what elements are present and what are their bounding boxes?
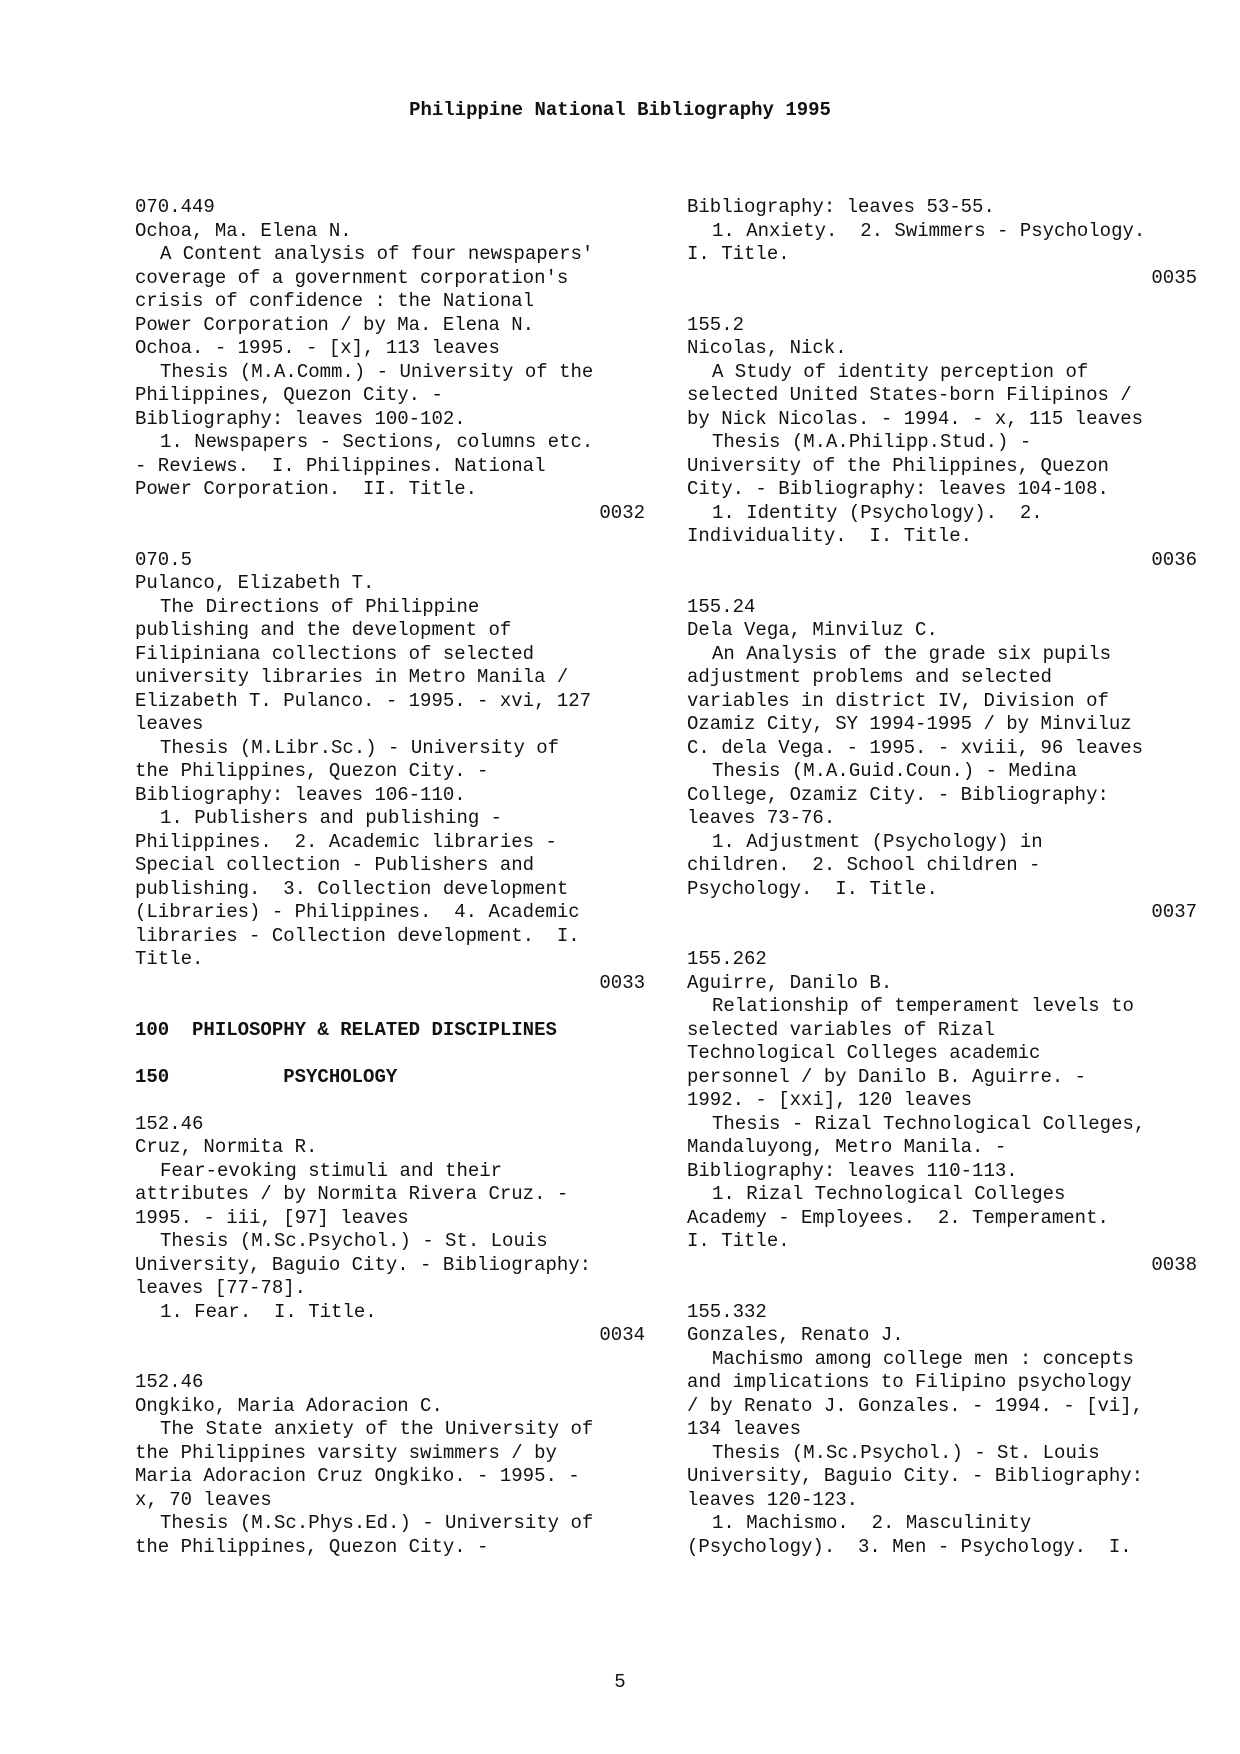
blank-line <box>135 1042 645 1066</box>
entry-line: selected variables of Rizal <box>687 1018 995 1041</box>
entry-line: 1. Identity (Psychology). 2. <box>712 501 1043 524</box>
blank-line <box>135 525 645 549</box>
entry-line: 1. Rizal Technological Colleges <box>712 1183 1066 1205</box>
entry-line: (Libraries) - Philippines. 4. Academic <box>135 901 580 923</box>
entry-line: 152.46 <box>135 1371 204 1393</box>
entry-line: Maria Adoracion Cruz Ongkiko. - 1995. - <box>135 1465 580 1487</box>
entry-line: Thesis (M.A.Philipp.Stud.) - <box>712 431 1032 453</box>
entry-line: Machismo among college men : concepts <box>712 1347 1134 1370</box>
entry-line: Thesis - Rizal Technological Colleges, <box>712 1112 1146 1135</box>
entry-line: Psychology. I. Title. <box>687 877 938 900</box>
entry-line: 155.262 <box>687 948 767 970</box>
entry-line: Technological Colleges academic <box>687 1042 1041 1064</box>
entry-line: 155.332 <box>687 1300 767 1323</box>
entry-line: The State anxiety of the University of <box>160 1418 594 1440</box>
entry-line: Cruz, Normita R. <box>135 1136 318 1158</box>
entry-line: 1. Machismo. 2. Masculinity <box>712 1512 1032 1534</box>
entry-line: Title. <box>135 948 204 970</box>
entry-line: 134 leaves <box>687 1418 802 1440</box>
entry-line: University of the Philippines, Quezon <box>687 454 1109 477</box>
entry-line: attributes / by Normita Rivera Cruz. - <box>135 1183 569 1205</box>
entry-line: leaves 120-123. <box>687 1488 859 1511</box>
entry-line: Ozamiz City, SY 1994-1995 / by Minviluz <box>687 713 1132 735</box>
entry-number: 0038 <box>1151 1253 1197 1276</box>
entry-line: 1. Fear. I. Title. <box>160 1300 377 1323</box>
entry-line: The Directions of Philippine <box>160 595 480 618</box>
left-column <box>135 196 645 1559</box>
entry-line: University, Baguio City. - Bibliography: <box>135 1253 592 1276</box>
entry-line: leaves 73-76. <box>687 807 836 829</box>
entry-number: 0036 <box>1151 548 1197 571</box>
entry-number: 0032 <box>599 501 645 524</box>
entry-line: publishing. 3. Collection development <box>135 877 569 900</box>
entry-number: 0033 <box>599 971 645 994</box>
entry-line: libraries - Collection development. I. <box>135 924 580 947</box>
blank-line <box>687 290 1197 314</box>
entry-line: 155.24 <box>687 595 756 618</box>
page-title: Philippine National Bibliography 1995 <box>409 99 831 121</box>
blank-line <box>135 1089 645 1113</box>
entry-number: 0034 <box>599 1324 645 1346</box>
entry-line: 070.5 <box>135 548 193 571</box>
entry-line: / by Renato J. Gonzales. - 1994. - [vi], <box>687 1394 1144 1417</box>
entry-line: Gonzales, Renato J. <box>687 1324 904 1346</box>
entry-number: 0037 <box>1151 901 1197 923</box>
entry-line: variables in district IV, Division of <box>687 689 1109 712</box>
entry-line: I. Title. <box>687 1230 790 1252</box>
entry-line: Filipiniana collections of selected <box>135 642 535 665</box>
entry-line: Aguirre, Danilo B. <box>687 971 893 994</box>
entry-line: the Philippines varsity swimmers / by <box>135 1441 557 1464</box>
entry-line: C. dela Vega. - 1995. - xviii, 96 leaves <box>687 736 1144 759</box>
entry-line: children. 2. School children - <box>687 854 1041 876</box>
entry-line: Philippines. 2. Academic libraries - <box>135 830 557 853</box>
entry-line: Ochoa. - 1995. - [x], 113 leaves <box>135 337 500 359</box>
entry-line: Ongkiko, Maria Adoracion C. <box>135 1394 443 1417</box>
page-number: 5 <box>614 1671 626 1693</box>
entry-line: 1. Adjustment (Psychology) in <box>712 830 1043 853</box>
entry-line: crisis of confidence : the National <box>135 290 535 312</box>
entry-line: (Psychology). 3. Men - Psychology. I. <box>687 1535 1132 1558</box>
entry-line: College, Ozamiz City. - Bibliography: <box>687 783 1109 806</box>
entry-line: Thesis (M.Sc.Psychol.) - St. Louis <box>160 1230 548 1252</box>
right-column <box>687 196 1197 1559</box>
entry-line: Philippines, Quezon City. - <box>135 384 443 406</box>
entry-line: Special collection - Publishers and <box>135 854 535 876</box>
section-heading: 100 PHILOSOPHY & RELATED DISCIPLINES <box>135 1018 557 1041</box>
entry-line: Power Corporation. II. Title. <box>135 478 478 500</box>
entry-line: Power Corporation / by Ma. Elena N. <box>135 313 535 336</box>
entry-line: 152.46 <box>135 1112 204 1135</box>
entry-line: 1. Publishers and publishing - <box>160 807 503 829</box>
blank-line <box>687 925 1197 949</box>
entry-line: leaves [77-78]. <box>135 1277 307 1299</box>
blank-line <box>687 572 1197 596</box>
entry-line: Academy - Employees. 2. Temperament. <box>687 1206 1109 1229</box>
entry-line: Bibliography: leaves 53-55. <box>687 196 995 218</box>
entry-line: Fear-evoking stimuli and their <box>160 1159 503 1182</box>
blank-line <box>135 1348 645 1372</box>
entry-line: Elizabeth T. Pulanco. - 1995. - xvi, 127 <box>135 689 592 712</box>
entry-line: Bibliography: leaves 106-110. <box>135 783 466 806</box>
entry-line: Bibliography: leaves 110-113. <box>687 1159 1018 1182</box>
entry-line: City. - Bibliography: leaves 104-108. <box>687 478 1109 500</box>
entry-line: Mandaluyong, Metro Manila. - <box>687 1136 1007 1158</box>
entry-line: personnel / by Danilo B. Aguirre. - <box>687 1065 1087 1088</box>
entry-line: the Philippines, Quezon City. - <box>135 1535 489 1558</box>
entry-number: 0035 <box>1151 266 1197 289</box>
entry-line: selected United States-born Filipinos / <box>687 384 1132 406</box>
entry-line: I. Title. <box>687 243 790 265</box>
entry-line: leaves <box>135 713 204 735</box>
entry-line: 1. Anxiety. 2. Swimmers - Psychology. <box>712 219 1146 242</box>
entry-line: publishing and the development of <box>135 619 512 641</box>
entry-line: x, 70 leaves <box>135 1488 272 1511</box>
entry-line: 070.449 <box>135 196 215 218</box>
entry-line: Dela Vega, Minviluz C. <box>687 619 938 641</box>
entry-line: Thesis (M.A.Guid.Coun.) - Medina <box>712 760 1077 782</box>
entry-line: Pulanco, Elizabeth T. <box>135 572 375 594</box>
entry-line: adjustment problems and selected <box>687 666 1052 688</box>
entry-line: Thesis (M.A.Comm.) - University of the <box>160 360 594 383</box>
entry-line: Ochoa, Ma. Elena N. <box>135 219 352 242</box>
entry-line: Relationship of temperament levels to <box>712 995 1134 1017</box>
entry-line: A Content analysis of four newspapers' <box>160 243 594 265</box>
entry-line: A Study of identity perception of <box>712 360 1089 383</box>
entry-line: by Nick Nicolas. - 1994. - x, 115 leaves <box>687 407 1144 430</box>
entry-line: coverage of a government corporation's <box>135 266 569 289</box>
entry-line: An Analysis of the grade six pupils <box>712 642 1112 665</box>
entry-line: 1. Newspapers - Sections, columns etc. <box>160 431 594 453</box>
entry-line: 1995. - iii, [97] leaves <box>135 1206 409 1229</box>
entry-line: Individuality. I. Title. <box>687 525 973 547</box>
entry-line: university libraries in Metro Manila / <box>135 666 569 688</box>
entry-line: Thesis (M.Sc.Phys.Ed.) - University of <box>160 1512 594 1534</box>
entry-line: 1992. - [xxi], 120 leaves <box>687 1089 973 1111</box>
entry-line: Thesis (M.Sc.Psychol.) - St. Louis <box>712 1441 1100 1464</box>
entry-line: - Reviews. I. Philippines. National <box>135 454 546 477</box>
entry-line: the Philippines, Quezon City. - <box>135 760 489 782</box>
section-heading: 150 PSYCHOLOGY <box>135 1065 398 1088</box>
entry-line: University, Baguio City. - Bibliography: <box>687 1465 1144 1487</box>
entry-line: Bibliography: leaves 100-102. <box>135 407 466 430</box>
entry-line: Nicolas, Nick. <box>687 337 847 359</box>
entry-line: and implications to Filipino psychology <box>687 1371 1132 1393</box>
blank-line <box>687 1277 1197 1301</box>
entry-line: Thesis (M.Libr.Sc.) - University of <box>160 736 560 759</box>
blank-line <box>135 995 645 1019</box>
entry-line: 155.2 <box>687 313 745 336</box>
